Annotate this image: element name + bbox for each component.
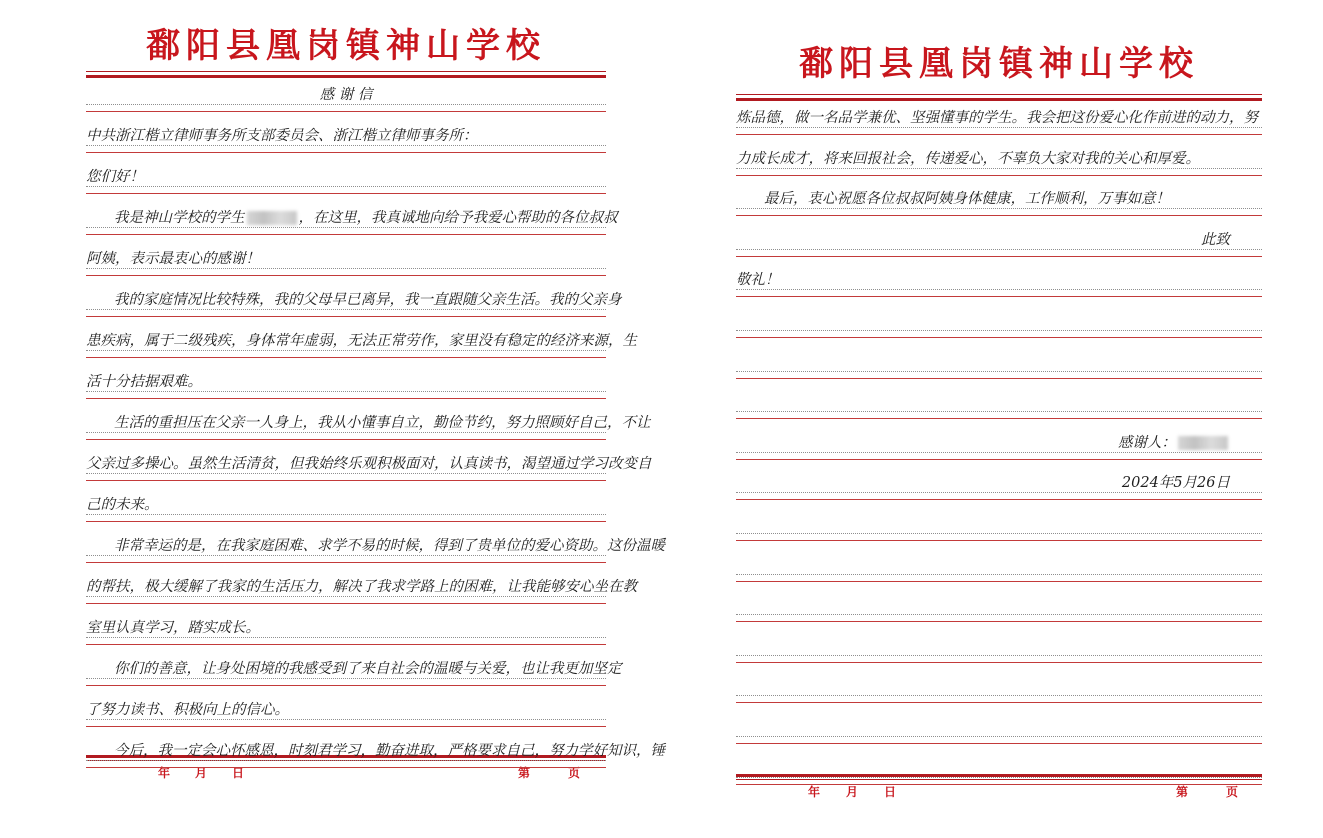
handwritten-line — [86, 250, 606, 268]
red-ruled-line — [86, 193, 606, 194]
handwritten-text: 活十分拮据艰难。 — [86, 374, 202, 390]
red-ruled-line — [86, 480, 606, 481]
red-ruled-line — [736, 499, 1262, 500]
handwritten-text: 的帮扶，极大缓解了我家的生活压力，解决了我求学路上的困难，让我能够安心坐在教 — [86, 579, 637, 595]
red-ruled-line — [86, 275, 606, 276]
red-ruled-line — [86, 234, 606, 235]
red-ruled-line — [736, 702, 1262, 703]
handwritten-text: 此致 — [1201, 231, 1230, 248]
letter-page-right — [736, 36, 1262, 806]
dotted-guide-line — [736, 127, 1262, 128]
handwritten-line — [736, 190, 1262, 208]
dotted-guide-line — [736, 371, 1262, 372]
handwritten-text: 今后，我一定会心怀感恩，时刻君学习，勤奋进取，严格要求自己，努力学好知识，锤 — [114, 743, 665, 759]
dotted-guide-line — [736, 695, 1262, 696]
red-ruled-line — [86, 726, 606, 727]
dotted-guide-line — [736, 533, 1262, 534]
header-rule — [86, 71, 606, 78]
red-ruled-line — [736, 662, 1262, 663]
handwritten-text: 生活的重担压在父亲一人身上，我从小懂事自立，勤俭节约，努力照顾好自己，不让 — [114, 415, 651, 431]
handwritten-line — [736, 271, 1262, 289]
dotted-guide-line — [86, 596, 606, 597]
handwritten-text: 我的家庭情况比较特殊，我的父母早已离异，我一直跟随父亲生活。我的父亲身 — [114, 292, 622, 308]
red-ruled-line — [736, 378, 1262, 379]
footer-month-label: 月 — [846, 785, 859, 799]
red-ruled-line — [86, 767, 606, 768]
handwritten-line — [736, 150, 1262, 168]
handwritten-text: 了努力读书、积极向上的信心。 — [86, 702, 289, 718]
header-rule — [736, 94, 1262, 101]
handwritten-line — [86, 86, 606, 104]
dotted-guide-line — [736, 777, 1262, 778]
handwritten-text: 非常幸运的是，在我家庭困难、求学不易的时候，得到了贵单位的爱心资助。这份温暖 — [114, 538, 665, 554]
dotted-guide-line — [86, 432, 606, 433]
footer-day-label: 日 — [884, 785, 897, 799]
dotted-guide-line — [86, 309, 606, 310]
footer-month-label: 月 — [195, 766, 208, 780]
dotted-guide-line — [86, 473, 606, 474]
red-ruled-line — [736, 215, 1262, 216]
handwritten-text: 您们好！ — [86, 169, 144, 185]
dotted-guide-line — [86, 678, 606, 679]
dotted-guide-line — [736, 249, 1262, 250]
dotted-guide-line — [86, 514, 606, 515]
handwritten-line — [86, 455, 652, 473]
redacted-name-blur — [1178, 436, 1228, 450]
dotted-guide-line — [86, 719, 606, 720]
red-ruled-line — [736, 459, 1262, 460]
handwritten-line — [86, 578, 637, 596]
handwritten-text: 中共浙江楷立律师事务所支部委员会、浙江楷立律师事务所： — [86, 128, 478, 144]
dotted-guide-line — [86, 760, 606, 761]
footer-year-label: 年 — [808, 785, 821, 799]
dotted-guide-line — [86, 268, 606, 269]
dotted-guide-line — [86, 186, 606, 187]
handwritten-line — [736, 434, 1262, 452]
red-ruled-line — [86, 644, 606, 645]
handwritten-text: 阿姨，表示最衷心的感谢！ — [86, 251, 260, 267]
handwritten-line — [86, 209, 618, 227]
handwritten-line — [736, 231, 1262, 249]
red-ruled-line — [736, 337, 1262, 338]
dotted-guide-line — [736, 655, 1262, 656]
handwritten-text: 感 谢 信 — [319, 87, 373, 103]
red-ruled-line — [86, 439, 606, 440]
red-ruled-line — [736, 418, 1262, 419]
footer-page-prefix: 第 — [518, 766, 531, 780]
handwritten-line — [86, 660, 622, 678]
red-ruled-line — [736, 540, 1262, 541]
red-ruled-line — [736, 175, 1262, 176]
handwritten-text: 我是神山学校的学生 — [114, 210, 245, 226]
handwritten-line — [86, 332, 637, 350]
footer-page-suffix: 页 — [568, 766, 581, 780]
dotted-guide-line — [86, 104, 606, 105]
school-name-heading: 鄱阳县凰岗镇神山学校 — [799, 44, 1199, 84]
red-ruled-line — [86, 685, 606, 686]
handwritten-line — [736, 109, 1262, 127]
handwritten-line — [86, 496, 606, 514]
handwritten-text: 2024年5月26日 — [1121, 475, 1230, 492]
dotted-guide-line — [86, 555, 606, 556]
school-name-heading: 鄱阳县凰岗镇神山学校 — [146, 26, 546, 66]
red-ruled-line — [86, 398, 606, 399]
handwritten-text: 室里认真学习，踏实成长。 — [86, 620, 260, 636]
handwritten-text: 最后，衷心祝愿各位叔叔阿姨身体健康，工作顺利，万事如意！ — [764, 191, 1170, 208]
handwritten-text: 敬礼！ — [736, 272, 780, 289]
dotted-guide-line — [736, 736, 1262, 737]
dotted-guide-line — [736, 411, 1262, 412]
handwritten-line — [86, 701, 606, 719]
red-ruled-line — [86, 521, 606, 522]
red-ruled-line — [736, 784, 1262, 785]
red-ruled-line — [86, 316, 606, 317]
red-ruled-line — [736, 296, 1262, 297]
dotted-guide-line — [736, 168, 1262, 169]
red-ruled-line — [736, 621, 1262, 622]
handwritten-line — [86, 537, 665, 555]
handwritten-line — [86, 373, 606, 391]
dotted-guide-line — [736, 208, 1262, 209]
dotted-guide-line — [736, 330, 1262, 331]
redacted-name-blur — [247, 211, 297, 225]
footer-page-suffix: 页 — [1226, 785, 1239, 799]
dotted-guide-line — [86, 391, 606, 392]
red-ruled-line — [736, 581, 1262, 582]
handwritten-text: ，在这里，我真诚地向给予我爱心帮助的各位叔叔 — [298, 210, 618, 226]
red-ruled-line — [86, 357, 606, 358]
red-ruled-line — [86, 603, 606, 604]
handwritten-line — [736, 474, 1262, 492]
handwritten-line — [86, 742, 665, 760]
dotted-guide-line — [86, 227, 606, 228]
footer-year-label: 年 — [158, 766, 171, 780]
red-ruled-line — [86, 152, 606, 153]
handwritten-line — [86, 291, 622, 309]
red-ruled-line — [86, 562, 606, 563]
handwritten-text: 你们的善意，让身处困境的我感受到了来自社会的温暖与关爱，也让我更加坚定 — [114, 661, 622, 677]
handwritten-text: 己的未来。 — [86, 497, 159, 513]
handwritten-text: 感谢人： — [1118, 434, 1176, 451]
dotted-guide-line — [86, 145, 606, 146]
footer-day-label: 日 — [232, 766, 245, 780]
handwritten-line — [86, 127, 606, 145]
dotted-guide-line — [736, 614, 1262, 615]
red-ruled-line — [86, 111, 606, 112]
handwritten-line — [86, 414, 651, 432]
dotted-guide-line — [86, 637, 606, 638]
handwritten-line — [86, 619, 606, 637]
red-ruled-line — [736, 743, 1262, 744]
handwritten-text: 炼品德，做一名品学兼优、坚强懂事的学生。我会把这份爱心化作前进的动力，努 — [736, 110, 1258, 126]
dotted-guide-line — [736, 289, 1262, 290]
dotted-guide-line — [736, 452, 1262, 453]
dotted-guide-line — [736, 492, 1262, 493]
red-ruled-line — [736, 256, 1262, 257]
handwritten-text: 父亲过多操心。虽然生活清贫，但我始终乐观积极面对，认真读书，渴望通过学习改变自 — [86, 456, 652, 472]
footer-page-prefix: 第 — [1176, 785, 1189, 799]
handwritten-text: 患疾病，属于二级残疾，身体常年虚弱，无法正常劳作，家里没有稳定的经济来源，生 — [86, 333, 637, 349]
red-ruled-line — [736, 134, 1262, 135]
dotted-guide-line — [86, 350, 606, 351]
letter-page-left — [86, 18, 665, 793]
handwritten-text: 力成长成才，将来回报社会，传递爱心，不辜负大家对我的关心和厚爱。 — [736, 150, 1200, 167]
handwritten-line — [86, 168, 606, 186]
dotted-guide-line — [736, 574, 1262, 575]
